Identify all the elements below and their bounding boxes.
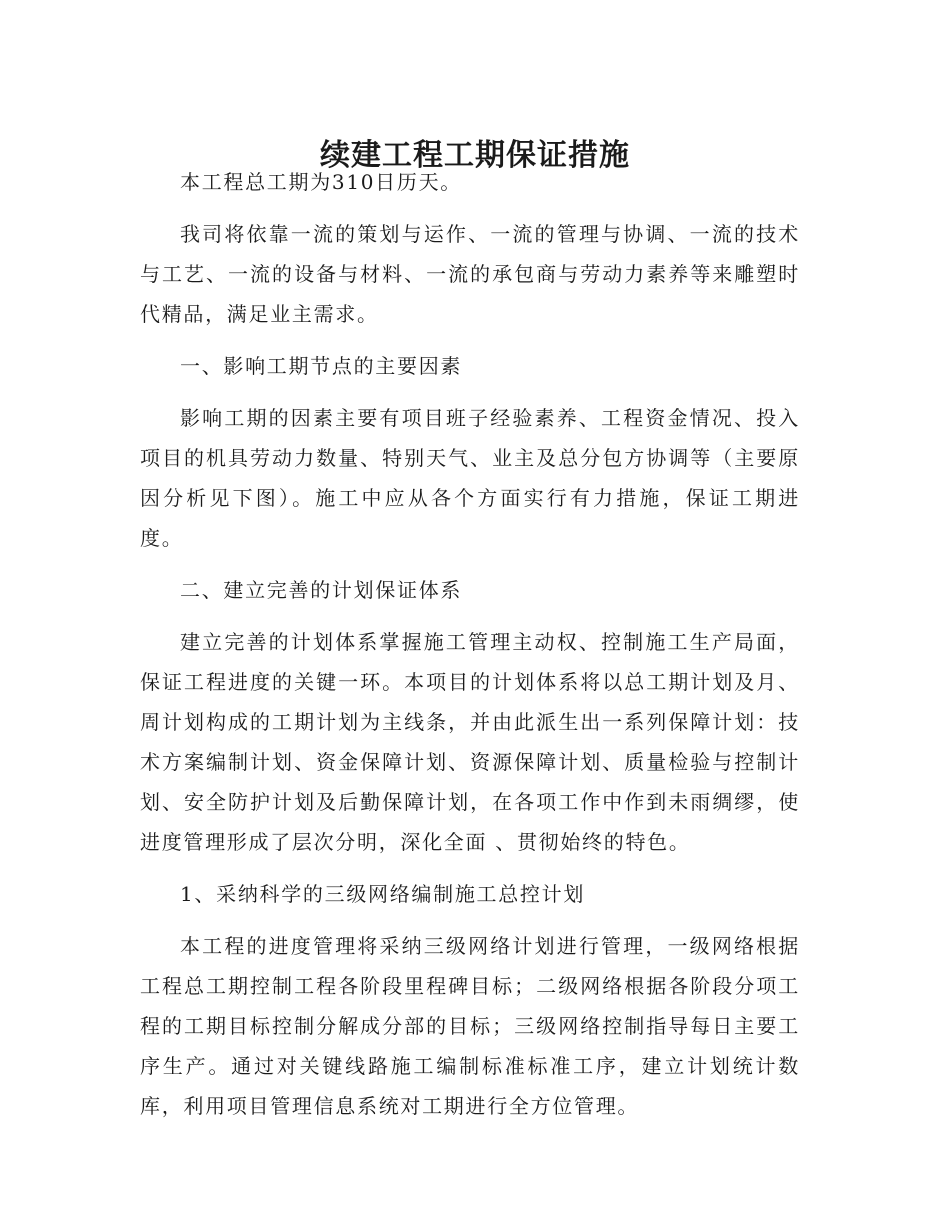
section-heading-plan-system: 二、建立完善的计划保证体系 bbox=[180, 578, 463, 602]
document-title: 续建工程工期保证措施 bbox=[320, 138, 630, 174]
paragraph-factors: 影响工期的因素主要有项目班子经验素养、工程资金情况、投入项目的机具劳动力数量、特别天气、业主及总分包方协调等（主要原因分析见下图）。施工中应从各个方面实行有力措施，保证工期进度。 bbox=[140, 406, 800, 550]
paragraph-network: 本工程的进度管理将采纳三级网络计划进行管理，一级网络根据工程总工期控制工程各阶段里程碑目标；二级网络根据各阶段分项工程的工期目标控制分解成分部的目标；三级网络控制指导每日主要工序生产。通过对关键线路施工编制标准标准工序，建立计划统计数库，利用项目管理信息系统对工期进行全方位管理。 bbox=[140, 934, 800, 1118]
document-body bbox=[140, 162, 800, 1138]
paragraph-commitment: 我司将依靠一流的策划与运作、一流的管理与协调、一流的技术与工艺、一流的设备与材料、一流的承包商与劳动力素养等来雕塑时代精品，满足业主需求。 bbox=[140, 222, 800, 326]
paragraph-plan-system: 建立完善的计划体系掌握施工管理主动权、控制施工生产局面，保证工程进度的关键一环。本项目的计划体系将以总工期计划及月、周计划构成的工期计划为主线条，并由此派生出一系列保障计划：技术方案编制计划、资金保障计划、资源保障计划、质量检验与控制计划、安全防护计划及后勤保障计划，在各项工作中作到未雨绸缪，使进度管理形成了层次分明，深化全面 、贯彻始终的特色。 bbox=[140, 630, 800, 854]
section-heading-factors: 一、影响工期节点的主要因素 bbox=[180, 354, 463, 378]
subsection-heading-network: 1、采纳科学的三级网络编制施工总控计划 bbox=[180, 882, 586, 906]
paragraph-duration: 本工程总工期为310日历天。 bbox=[180, 170, 462, 194]
